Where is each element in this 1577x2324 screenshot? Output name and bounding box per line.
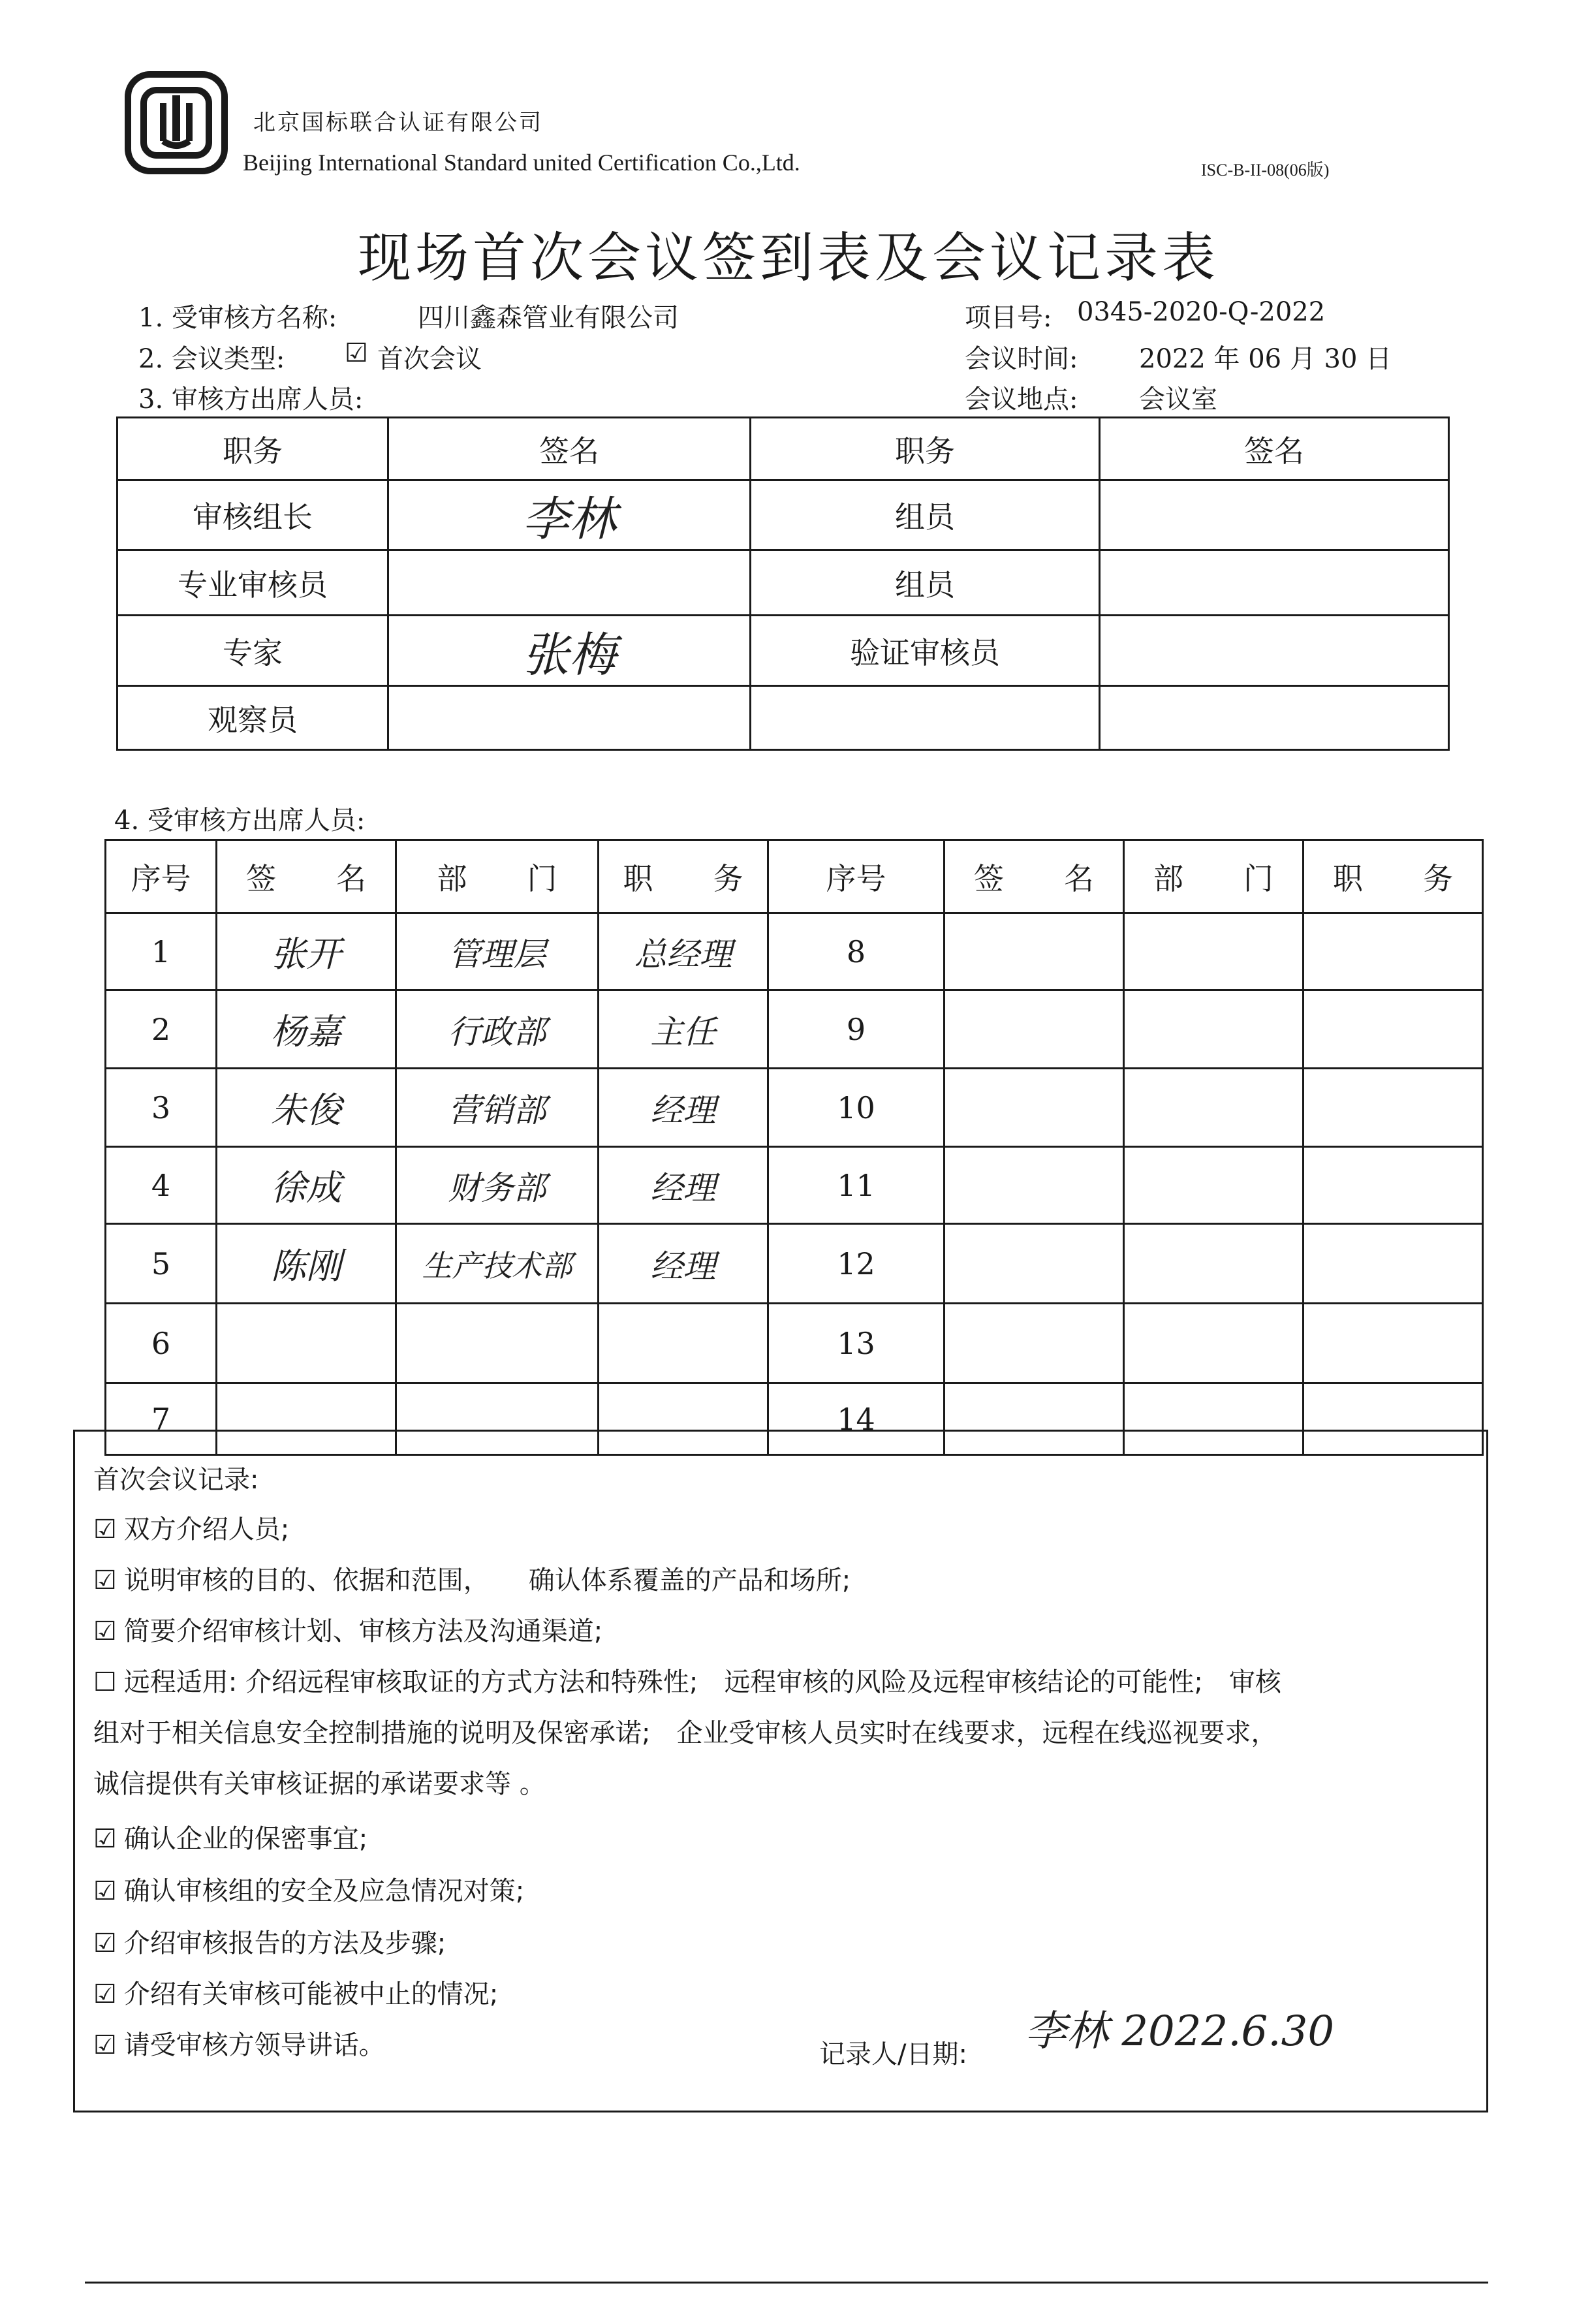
record-item-text: 介绍有关审核可能被中止的情况; [123, 1979, 499, 2009]
checkbox-icon: ☑ [93, 1824, 117, 1854]
header-cell: 部 门 [1124, 840, 1304, 913]
table-row [106, 1224, 1483, 1304]
department-cell [1124, 1224, 1304, 1304]
index-cell: 5 [106, 1224, 217, 1304]
header-cell: 签名 [388, 418, 751, 480]
role-cell: 验证审核员 [751, 616, 1100, 686]
header-cell: 签名 [1100, 418, 1449, 480]
signature-cell [388, 550, 751, 616]
department-cell [1124, 1147, 1304, 1224]
header-cell: 职 务 [599, 840, 768, 913]
checkbox-icon: ☑ [93, 1876, 117, 1906]
department-cell [1124, 990, 1304, 1069]
record-item-text: 说明审核的目的、依据和范围， 确认体系覆盖的产品和场所; [123, 1565, 851, 1595]
department-cell: 营销部 [396, 1069, 599, 1147]
table-row [117, 616, 1449, 686]
record-item-text: 远程适用: 介绍远程审核取证的方式方法和特殊性; 远程审核的风险及远程审核结论的可能性; 审核 [123, 1667, 1281, 1697]
record-item [93, 1610, 602, 1648]
department-cell: 行政部 [396, 990, 599, 1069]
record-item-text: 介绍审核报告的方法及步骤; [123, 1928, 446, 1958]
auditee-label: 1. 受审核方名称: [138, 303, 337, 333]
role-cell: 专家 [117, 616, 388, 686]
position-cell: 经理 [599, 1147, 768, 1224]
record-item-text: 诚信提供有关审核证据的承诺要求等 。 [93, 1769, 546, 1799]
signature-cell: 张开 [217, 913, 396, 990]
checkbox-icon: ☑ [93, 1928, 117, 1958]
signature-cell: 陈刚 [217, 1224, 396, 1304]
record-item-text: 确认审核组的安全及应急情况对策; [123, 1876, 525, 1906]
position-cell [1304, 990, 1483, 1069]
signature-cell [945, 1224, 1124, 1304]
department-cell: 管理层 [396, 913, 599, 990]
position-cell: 主任 [599, 990, 768, 1069]
index-cell: 7 [106, 1383, 217, 1455]
position-cell: 总经理 [599, 913, 768, 990]
signature-cell: 李林 [388, 480, 751, 550]
record-heading: 首次会议记录: [93, 1465, 259, 1495]
department-cell [1124, 1304, 1304, 1383]
page-title: 现场首次会议签到表及会议记录表 [357, 227, 1219, 289]
position-cell [1304, 1069, 1483, 1147]
form-code: ISC-B-II-08(06版) [1201, 161, 1330, 180]
index-cell: 12 [768, 1224, 945, 1304]
signature-cell [388, 686, 751, 750]
header-cell: 职 务 [1304, 840, 1483, 913]
auditee-attendees-label: 4. 受审核方出席人员: [114, 806, 366, 836]
table-row [106, 1147, 1483, 1224]
position-cell: 经理 [599, 1224, 768, 1304]
index-cell: 9 [768, 990, 945, 1069]
company-logo [124, 71, 228, 175]
role-cell: 组员 [751, 550, 1100, 616]
checkbox-icon: ☑ [93, 1616, 117, 1646]
role-cell: 专业审核员 [117, 550, 388, 616]
record-item [93, 1973, 498, 2011]
table-row [117, 550, 1449, 616]
department-cell [1124, 1069, 1304, 1147]
meeting-type-value: 首次会议 [377, 344, 482, 374]
checkbox-icon: ☑ [93, 1979, 117, 2009]
record-item [93, 1661, 1281, 1699]
signature-cell [945, 1147, 1124, 1224]
record-item [93, 1818, 367, 1855]
department-cell [1124, 913, 1304, 990]
record-item [93, 1870, 524, 1908]
header-cell: 序号 [768, 840, 945, 913]
record-item-text: 简要介绍审核计划、审核方法及沟通渠道; [123, 1616, 603, 1646]
signature-cell: 杨嘉 [217, 990, 396, 1069]
meeting-place-value: 会议室 [1139, 385, 1217, 415]
index-cell: 14 [768, 1383, 945, 1455]
header-cell: 签 名 [945, 840, 1124, 913]
signature-cell [1100, 550, 1449, 616]
audit-attendees-label: 3. 审核方出席人员: [138, 385, 364, 415]
checkbox-icon: ☑ [93, 1515, 117, 1545]
audit-team-table [116, 416, 1450, 751]
signature-cell: 徐成 [217, 1147, 396, 1224]
signature-cell: 朱俊 [217, 1069, 396, 1147]
record-item-continuation [93, 1712, 1277, 1750]
position-cell [599, 1304, 768, 1383]
record-item-text: 双方介绍人员; [123, 1515, 290, 1545]
position-cell: 经理 [599, 1069, 768, 1147]
table-row [117, 480, 1449, 550]
signature-cell [945, 1304, 1124, 1383]
company-name-cn: 北京国标联合认证有限公司 [253, 110, 543, 136]
header-cell: 职务 [117, 418, 388, 480]
header-cell: 部 门 [396, 840, 599, 913]
record-item [93, 1560, 851, 1597]
table-row [117, 686, 1449, 750]
record-item-text: 请受审核方领导讲话。 [123, 2030, 385, 2060]
checkbox-icon: ☑ [93, 2030, 117, 2060]
auditee-table [104, 839, 1484, 1456]
record-item [93, 2024, 385, 2062]
auditee-value: 四川鑫森管业有限公司 [418, 303, 679, 333]
index-cell: 13 [768, 1304, 945, 1383]
header-cell: 职务 [751, 418, 1100, 480]
company-name-en: Beijing International Standard united Certification Co.,Ltd. [243, 149, 800, 176]
position-cell [1304, 913, 1483, 990]
table-header-row [117, 418, 1449, 480]
record-item-text: 确认企业的保密事宜; [123, 1824, 368, 1854]
signature-cell [945, 1069, 1124, 1147]
meeting-time-value: 2022 年 06 月 30 日 [1139, 344, 1392, 374]
index-cell: 10 [768, 1069, 945, 1147]
recorder-label: 记录人/日期: [819, 2039, 967, 2069]
record-item [93, 1923, 446, 1960]
header-cell: 签 名 [217, 840, 396, 913]
signature-cell [945, 913, 1124, 990]
index-cell: 8 [768, 913, 945, 990]
recorder-signature-date: 李林 2022.6.30 [1025, 2007, 1335, 2056]
table-row [106, 990, 1483, 1069]
signature-cell [1100, 686, 1449, 750]
role-cell: 组员 [751, 480, 1100, 550]
record-item-continuation [93, 1763, 546, 1800]
position-cell [1304, 1224, 1483, 1304]
table-row [106, 1069, 1483, 1147]
role-cell [751, 686, 1100, 750]
project-label: 项目号: [965, 303, 1052, 333]
department-cell: 财务部 [396, 1147, 599, 1224]
index-cell: 4 [106, 1147, 217, 1224]
signature-cell [945, 990, 1124, 1069]
index-cell: 2 [106, 990, 217, 1069]
index-cell: 3 [106, 1069, 217, 1147]
project-value: 0345-2020-Q-2022 [1077, 297, 1326, 327]
position-cell [1304, 1147, 1483, 1224]
table-row [106, 913, 1483, 990]
meeting-place-label: 会议地点: [965, 385, 1078, 415]
record-item-text: 组对于相关信息安全控制措施的说明及保密承诺; 企业受审核人员实时在线要求，远程在线巡视要求， [93, 1718, 1277, 1748]
signature-cell [1100, 480, 1449, 550]
signature-cell: 张梅 [388, 616, 751, 686]
department-cell [396, 1304, 599, 1383]
checkbox-icon: ☐ [93, 1667, 117, 1697]
table-header-row [106, 840, 1483, 913]
checkbox-icon: ☑ [93, 1565, 117, 1595]
meeting-time-label: 会议时间: [965, 344, 1078, 374]
index-cell: 6 [106, 1304, 217, 1383]
meeting-type-check: ☑ [345, 338, 368, 368]
role-cell: 观察员 [117, 686, 388, 750]
department-cell: 生产技术部 [396, 1224, 599, 1304]
role-cell: 审核组长 [117, 480, 388, 550]
record-item [93, 1509, 289, 1546]
bottom-rule [85, 2282, 1488, 2284]
index-cell: 11 [768, 1147, 945, 1224]
signature-cell [1100, 616, 1449, 686]
table-row [106, 1304, 1483, 1383]
signature-cell [217, 1304, 396, 1383]
meeting-type-label: 2. 会议类型: [138, 344, 285, 374]
index-cell: 1 [106, 913, 217, 990]
header-cell: 序号 [106, 840, 217, 913]
position-cell [1304, 1304, 1483, 1383]
